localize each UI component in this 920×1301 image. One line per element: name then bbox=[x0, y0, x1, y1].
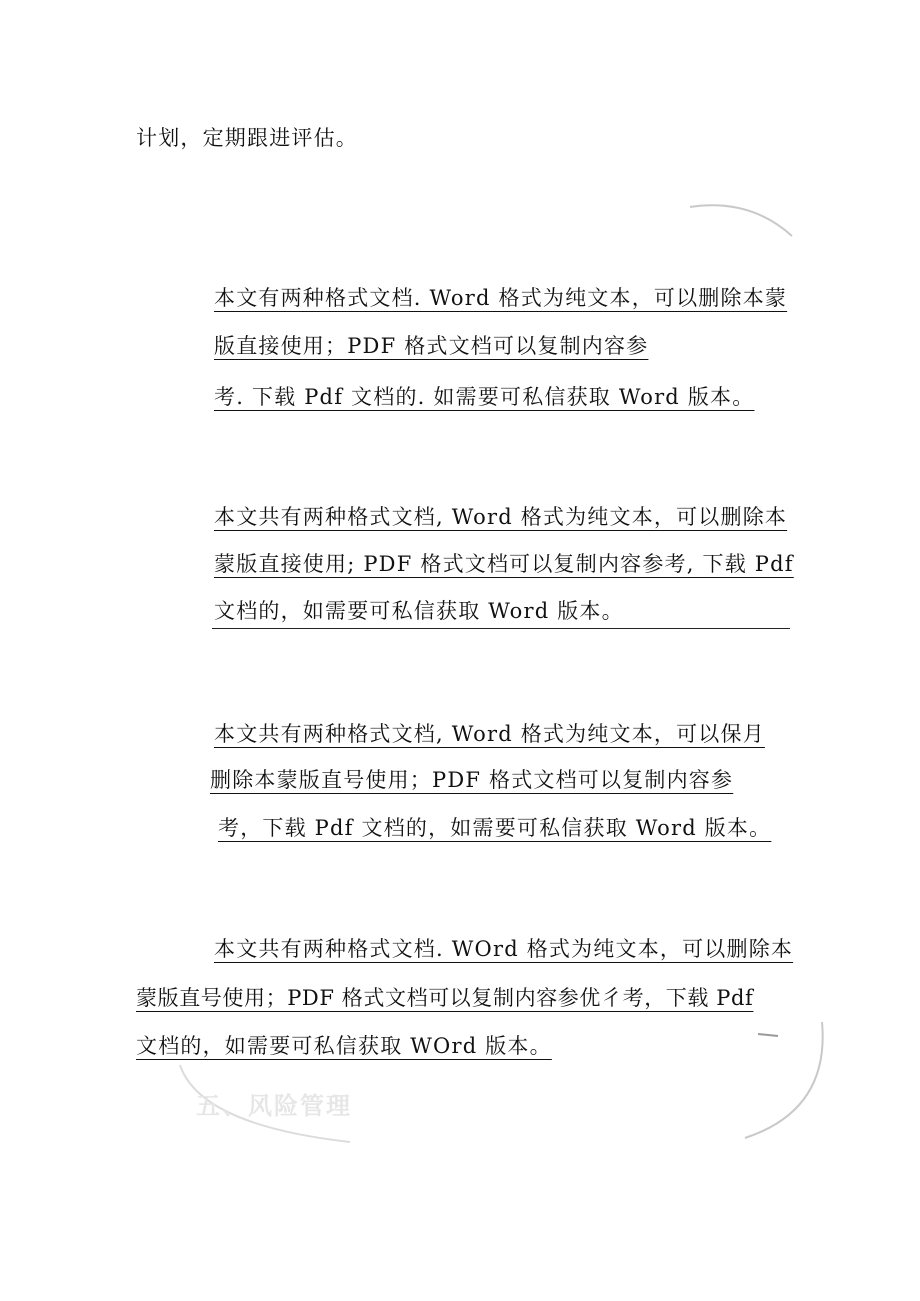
divider-rule bbox=[212, 628, 790, 629]
notice-line: 本文共有两种格式文档, Word 格式为纯文本，可以删除本 bbox=[214, 505, 788, 529]
notice-line: 本文共有两种格式文档, Word 格式为纯文本，可以保月 bbox=[214, 722, 765, 746]
notice-line: 考. 下载 Pdf 文档的. 如需要可私信获取 Word 版本。 bbox=[214, 385, 755, 409]
notice-line: 考，下载 Pdf 文档的，如需要可私信获取 Word 版本。 bbox=[218, 816, 772, 840]
notice-line: 本文共有两种格式文档. WOrd 格式为纯文本，可以删除本 bbox=[214, 937, 794, 961]
notice-line: 文档的，如需要可私信获取 WOrd 版本。 bbox=[136, 1034, 552, 1058]
section-heading-faded: 五、风险管理 bbox=[196, 1092, 352, 1120]
notice-line: 删除本蒙版直号使用；PDF 格式文档可以复制内容参 bbox=[210, 768, 734, 792]
notice-line: 文档的，如需要可私信获取 Word 版本。 bbox=[214, 599, 624, 623]
notice-line: 版直接使用；PDF 格式文档可以复制内容参 bbox=[214, 334, 649, 358]
notice-line: 蒙版直接使用; PDF 格式文档可以复制内容参考, 下载 Pdf bbox=[214, 552, 794, 576]
intro-text: 计划，定期跟进评估。 bbox=[136, 126, 358, 150]
notice-line: 本文有两种格式文档. Word 格式为纯文本，可以删除本蒙 bbox=[214, 286, 788, 310]
notice-line: 蒙版直号使用；PDF 格式文档可以复制内容参优彳考，下载 Pdf bbox=[136, 986, 754, 1010]
